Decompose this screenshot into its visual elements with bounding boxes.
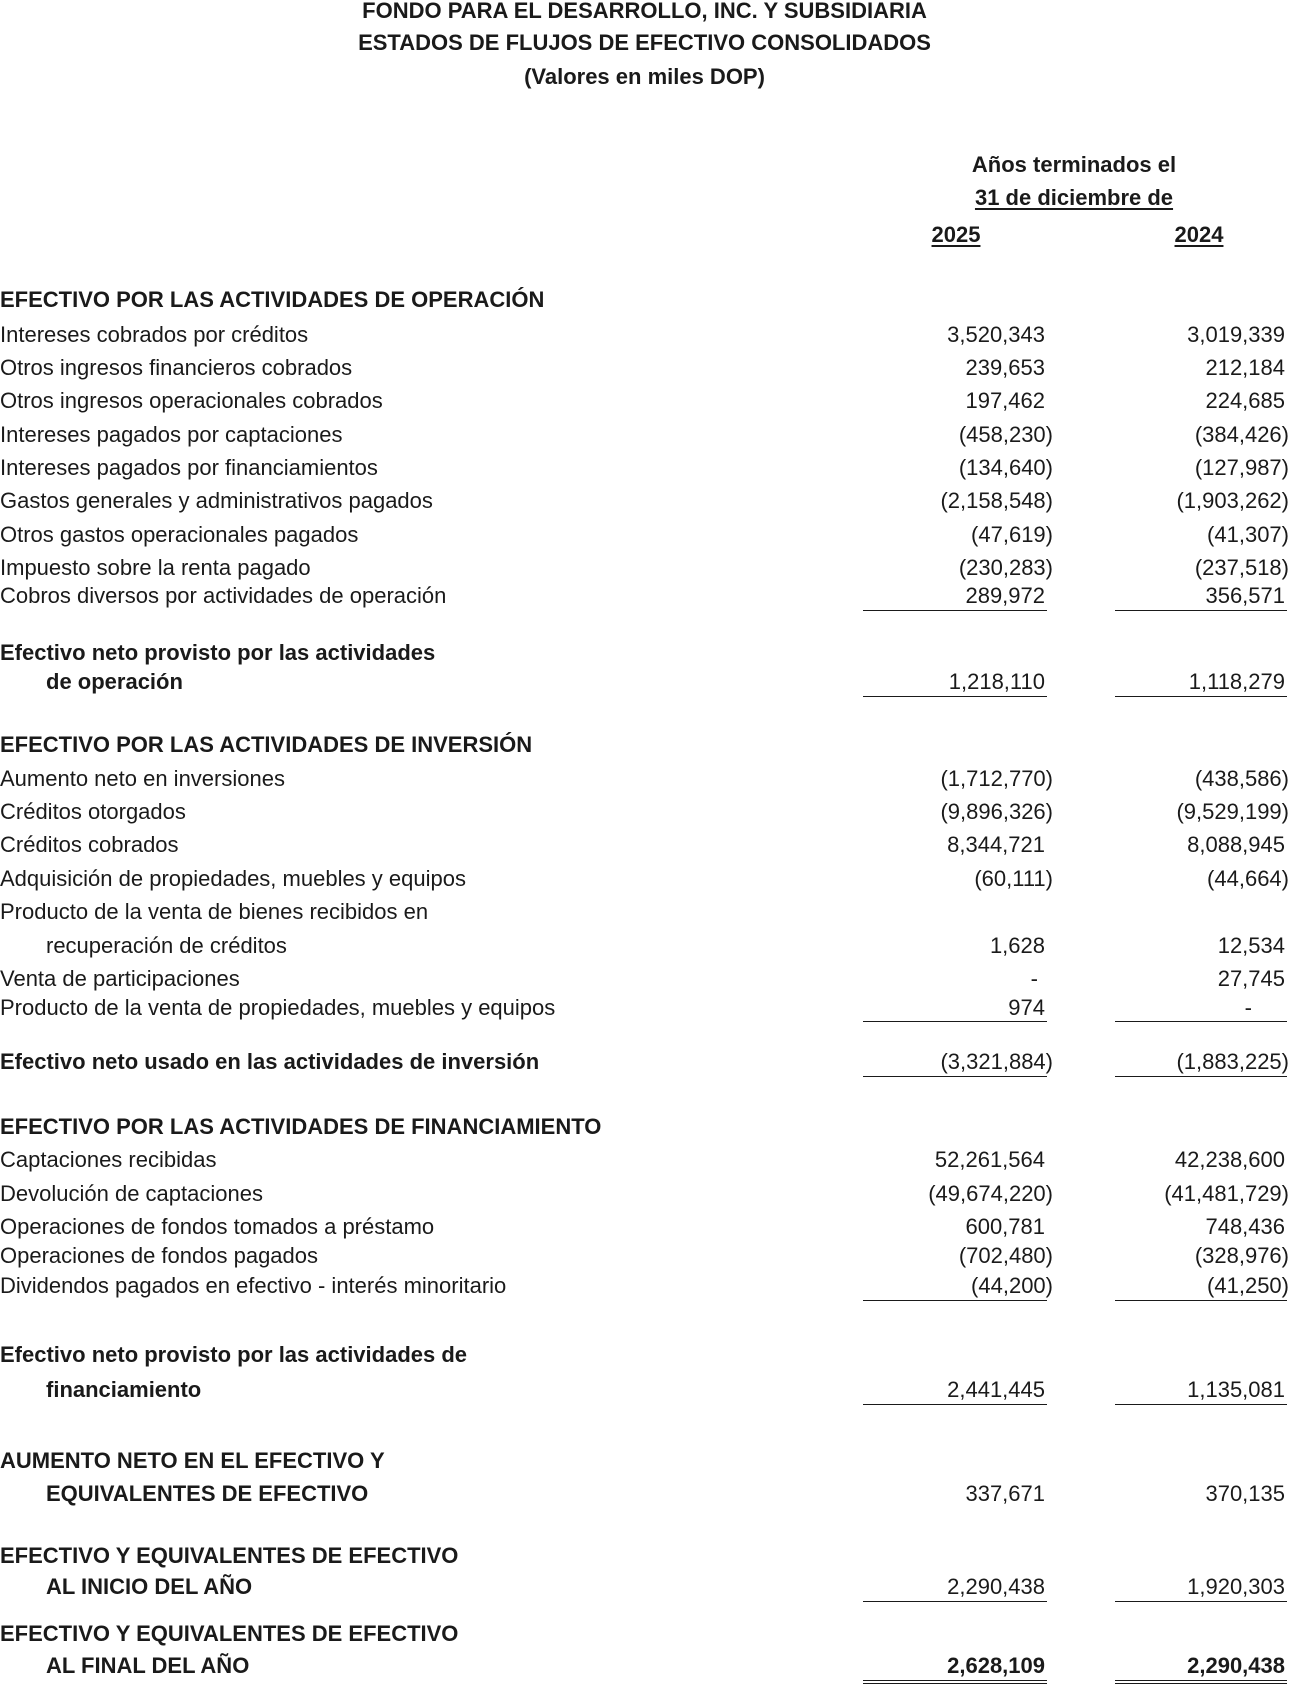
- table-row: Intereses cobrados por créditos 3,520,343 3,019,339: [0, 322, 1285, 347]
- total-rule: [1115, 1404, 1287, 1405]
- table-row: Captaciones recibidas 52,261,564 42,238,600: [0, 1147, 1285, 1172]
- total-rule: [863, 1601, 1047, 1602]
- aumento-label: AUMENTO NETO EN EL EFECTIVO Y: [0, 1448, 385, 1473]
- table-row: Intereses pagados por financiamientos (134,640) (127,987): [0, 455, 1289, 480]
- inversion-total-row: Efectivo neto usado en las actividades de inversión (3,321,884) (1,883,225): [0, 1049, 1289, 1074]
- subtotal-rule: [863, 610, 1047, 611]
- company-name: FONDO PARA EL DESARROLLO, INC. Y SUBSIDIARIA: [362, 0, 927, 23]
- inicio-label: EFECTIVO Y EQUIVALENTES DE EFECTIVO: [0, 1543, 459, 1568]
- table-row: Intereses pagados por captaciones (458,230) (384,426): [0, 422, 1289, 447]
- table-row: Devolución de captaciones (49,674,220) (41,481,729): [0, 1181, 1289, 1206]
- table-row: Otros ingresos financieros cobrados 239,653 212,184: [0, 355, 1285, 380]
- statement-title: ESTADOS DE FLUJOS DE EFECTIVO CONSOLIDADOS: [358, 30, 931, 55]
- total-rule: [863, 1076, 1047, 1077]
- table-row: Impuesto sobre la renta pagado (230,283) (237,518): [0, 555, 1289, 580]
- table-row: Aumento neto en inversiones (1,712,770) (438,586): [0, 766, 1289, 791]
- table-row: Dividendos pagados en efectivo - interés minoritario (44,200) (41,250): [0, 1273, 1289, 1298]
- table-row: Operaciones de fondos tomados a préstamo 600,781 748,436: [0, 1214, 1285, 1239]
- period-heading-line1: Años terminados el: [971, 152, 1177, 177]
- total-rule: [1115, 696, 1287, 697]
- table-row: Operaciones de fondos pagados (702,480) (328,976): [0, 1243, 1289, 1268]
- period-heading-line2: 31 de diciembre de: [974, 185, 1174, 210]
- table-row: Créditos otorgados (9,896,326) (9,529,199): [0, 799, 1289, 824]
- total-rule: [863, 696, 1047, 697]
- financiamiento-total-row: financiamiento 2,441,445 1,135,081: [46, 1377, 1285, 1402]
- subtotal-rule: [1115, 1300, 1287, 1301]
- final-label: EFECTIVO Y EQUIVALENTES DE EFECTIVO: [0, 1621, 459, 1646]
- table-row: Cobros diversos por actividades de operación 289,972 356,571: [0, 583, 1285, 608]
- table-row: recuperación de créditos 1,628 12,534: [46, 933, 1285, 958]
- section-financiamiento-title: EFECTIVO POR LAS ACTIVIDADES DE FINANCIAMIENTO: [0, 1114, 602, 1139]
- table-row: Créditos cobrados 8,344,721 8,088,945: [0, 832, 1285, 857]
- inicio-row: AL INICIO DEL AÑO 2,290,438 1,920,303: [46, 1574, 1285, 1599]
- table-row: Producto de la venta de bienes recibidos en: [0, 899, 429, 924]
- table-row: Otros gastos operacionales pagados (47,619) (41,307): [0, 522, 1289, 547]
- subtotal-rule: [1115, 1021, 1287, 1022]
- table-row: Venta de participaciones - 27,745: [0, 966, 1285, 991]
- final-row: AL FINAL DEL AÑO 2,628,109 2,290,438: [46, 1653, 1285, 1678]
- operacion-total-row: de operación 1,218,110 1,118,279: [46, 669, 1285, 694]
- subtotal-rule: [1115, 610, 1287, 611]
- units-note: (Valores en miles DOP): [524, 64, 765, 89]
- year-2024-heading: 2024: [1174, 222, 1224, 247]
- grand-total-double-rule: [1115, 1680, 1287, 1684]
- table-row: Producto de la venta de propiedades, muebles y equipos 974 -: [0, 995, 1252, 1020]
- total-rule: [1115, 1601, 1287, 1602]
- grand-total-double-rule: [863, 1680, 1047, 1684]
- financiamiento-total-label: Efectivo neto provisto por las actividades de: [0, 1342, 468, 1367]
- year-2025-heading: 2025: [931, 222, 981, 247]
- total-rule: [1115, 1076, 1287, 1077]
- total-rule: [863, 1404, 1047, 1405]
- table-row: Adquisición de propiedades, muebles y equipos (60,111) (44,664): [0, 866, 1289, 891]
- operacion-total-label: Efectivo neto provisto por las actividades: [0, 640, 436, 665]
- table-row: Otros ingresos operacionales cobrados 197,462 224,685: [0, 388, 1285, 413]
- aumento-row: EQUIVALENTES DE EFECTIVO 337,671 370,135: [46, 1481, 1285, 1506]
- section-inversion-title: EFECTIVO POR LAS ACTIVIDADES DE INVERSIÓN: [0, 732, 533, 757]
- table-row: Gastos generales y administrativos pagados (2,158,548) (1,903,262): [0, 488, 1289, 513]
- section-operacion-title: EFECTIVO POR LAS ACTIVIDADES DE OPERACIÓN: [0, 287, 545, 312]
- subtotal-rule: [863, 1300, 1047, 1301]
- subtotal-rule: [863, 1021, 1047, 1022]
